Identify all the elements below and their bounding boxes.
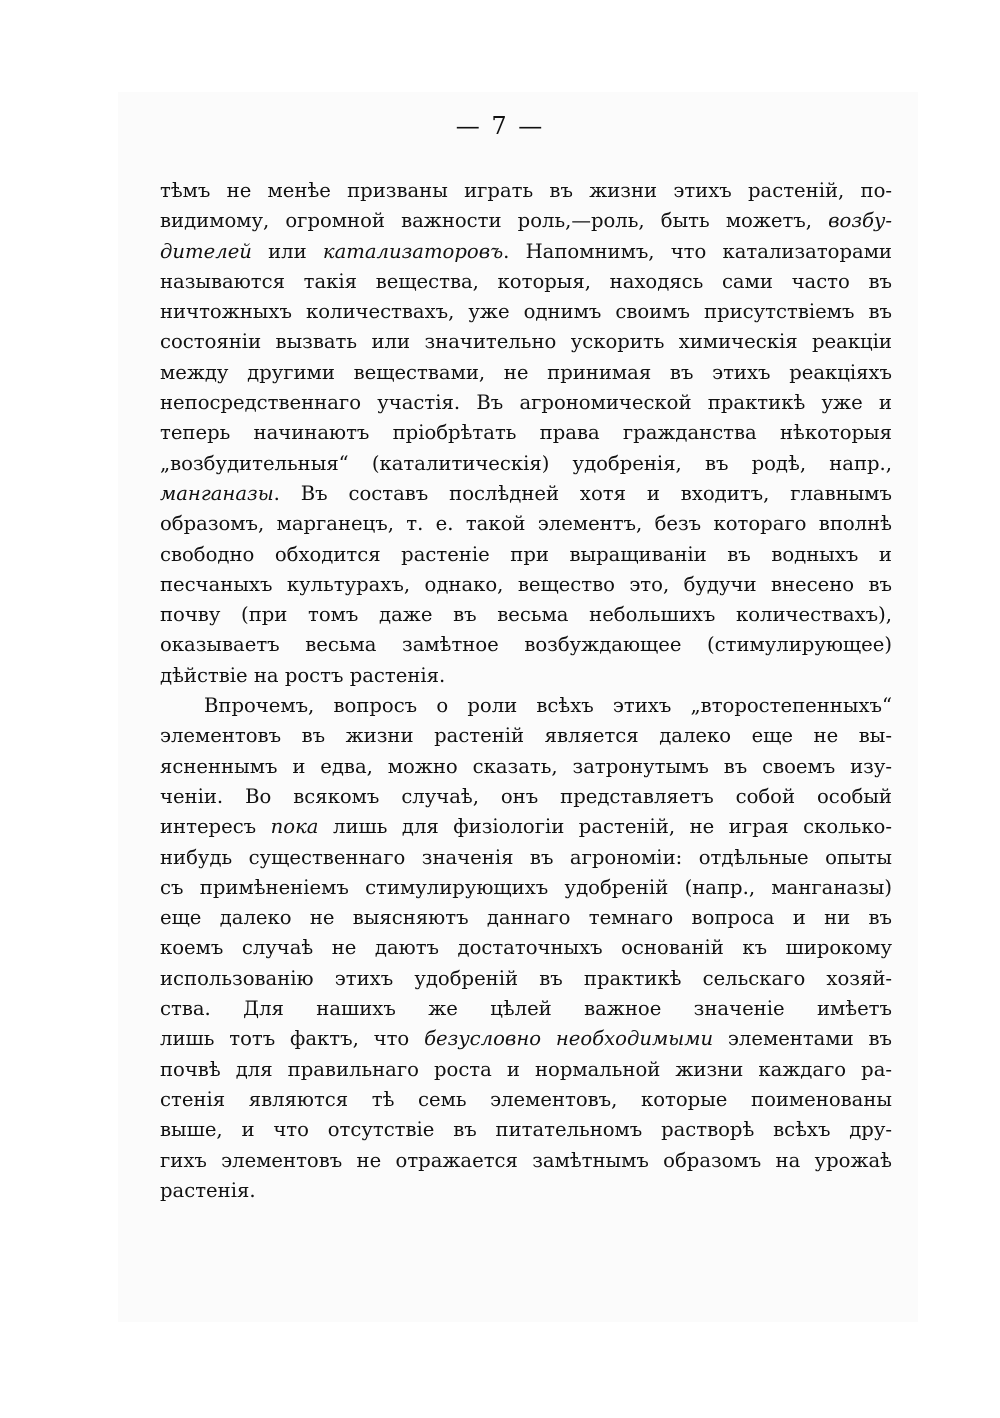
text-line [160,479,892,509]
text-line [160,237,892,267]
text-line [160,1176,892,1206]
text-segment: растенія. [160,1178,256,1202]
text-line [160,1146,892,1176]
text-line [160,994,892,1024]
text-segment: почву (при томъ даже въ весьма небольшихъ количествахъ), [160,603,892,627]
text-line [160,843,892,873]
text-segment: ства. Для нашихъ же цѣлей важное значеніе имѣетъ [160,997,892,1021]
text-segment: видимому, огромной важности роль,—роль, быть можетъ, [160,209,829,233]
text-line [160,1085,892,1115]
text-line [160,630,892,660]
text-segment: использованію этихъ удобреній въ практикѣ сельскаго хозяй- [160,966,892,990]
text-line [160,449,892,479]
text-segment: гихъ элементовъ не отражается замѣтнымъ образомъ на урожаѣ [160,1148,892,1172]
text-line [160,1055,892,1085]
text-segment: песчаныхъ культурахъ, однако, вещество это, будучи внесено въ [160,572,892,596]
text-segment: ченіи. Во всякомъ случаѣ, онъ представляетъ собой особый [160,784,892,808]
text-segment: коемъ случаѣ не даютъ достаточныхъ основаній къ широкому [160,936,892,960]
text-line [160,1115,892,1145]
text-segment: „возбудительныя“ (каталитическія) удобренія, въ родѣ, напр., [160,451,892,475]
text-line [160,964,892,994]
italic-text: пока [270,815,319,839]
text-segment: еще далеко не выясняютъ даннаго темнаго вопроса и ни въ [160,906,892,930]
italic-text: безусловно необходимыми [424,1027,714,1051]
text-line [160,933,892,963]
text-segment: или [251,239,323,263]
text-segment: интересъ [160,815,271,839]
text-segment: лишь тотъ фактъ, что [160,1027,425,1051]
text-segment: тѣмъ не менѣе призваны играть въ жизни этихъ растеній, по- [160,179,892,202]
text-segment: элементами въ [713,1027,892,1051]
text-line [160,691,892,721]
text-segment: . Напомнимъ, что катализаторами [503,239,892,263]
text-segment: выше, и что отсутствіе въ питательномъ растворѣ всѣхъ дру- [160,1118,892,1142]
text-line [160,1024,892,1054]
text-line [160,600,892,630]
text-line [160,418,892,448]
text-segment: съ примѣненіемъ стимулирующихъ удобреній (напр., манганазы) [160,875,892,899]
text-segment: между другими веществами, не принимая въ этихъ реакціяхъ [160,360,892,384]
text-line [160,752,892,782]
text-segment: образомъ, марганецъ, т. е. такой элементъ, безъ котораго вполнѣ [160,512,892,536]
text-segment: теперь начинаютъ пріобрѣтать права гражданства нѣкоторыя [160,421,892,445]
paragraph [160,176,892,691]
text-line [160,388,892,418]
text-line [160,903,892,933]
text-segment: стенія являются тѣ семь элементовъ, которые поименованы [160,1087,892,1111]
text-line [160,721,892,751]
body-text [160,176,892,1206]
text-line [160,327,892,357]
text-line [160,297,892,327]
text-line [160,570,892,600]
text-segment: дѣйствіе на ростъ растенія. [160,663,446,687]
italic-text: дителей [160,239,252,263]
text-line [160,206,892,236]
text-segment: ничтожныхъ количествахъ, уже однимъ своимъ присутствіемъ въ [160,300,892,324]
text-line [160,509,892,539]
text-line [160,873,892,903]
italic-text: катализаторовъ [322,239,504,263]
text-segment: нибудь существеннаго значенія въ агрономіи: отдѣльные опыты [160,845,892,869]
text-line [160,661,892,691]
text-line [160,782,892,812]
text-segment: . Въ составъ послѣдней хотя и входитъ, главнымъ [273,481,892,505]
text-segment: свободно обходится растеніе при выращиваніи въ водныхъ и [160,542,892,566]
italic-text: возбу- [828,209,892,233]
italic-text: манганазы [160,481,274,505]
text-segment: оказываетъ весьма замѣтное возбуждающее (стимулирующее) [160,633,892,657]
text-segment: лишь для физіологіи растеній, не играя сколько- [318,815,892,839]
text-segment: почвѣ для правильнаго роста и нормальной жизни каждаго ра- [160,1057,892,1081]
text-line [160,267,892,297]
text-segment: непосредственнаго участія. Въ агрономической практикѣ уже и [160,391,892,415]
text-segment: состояніи вызвать или значительно ускорить химическія реакціи [160,330,892,354]
paragraph [160,691,892,1206]
text-line [160,540,892,570]
text-segment: Впрочемъ, вопросъ о роли всѣхъ этихъ „второстепенныхъ“ [204,694,892,718]
text-line [160,812,892,842]
page-number: — 7 — [455,112,545,140]
text-segment: называются такія вещества, которыя, находясь сами часто въ [160,269,892,293]
text-line [160,176,892,206]
text-segment: элементовъ въ жизни растеній является далеко еще не вы- [160,724,892,748]
text-line [160,358,892,388]
text-segment: ясненнымъ и едва, можно сказать, затронутымъ въ своемъ изу- [160,754,892,778]
